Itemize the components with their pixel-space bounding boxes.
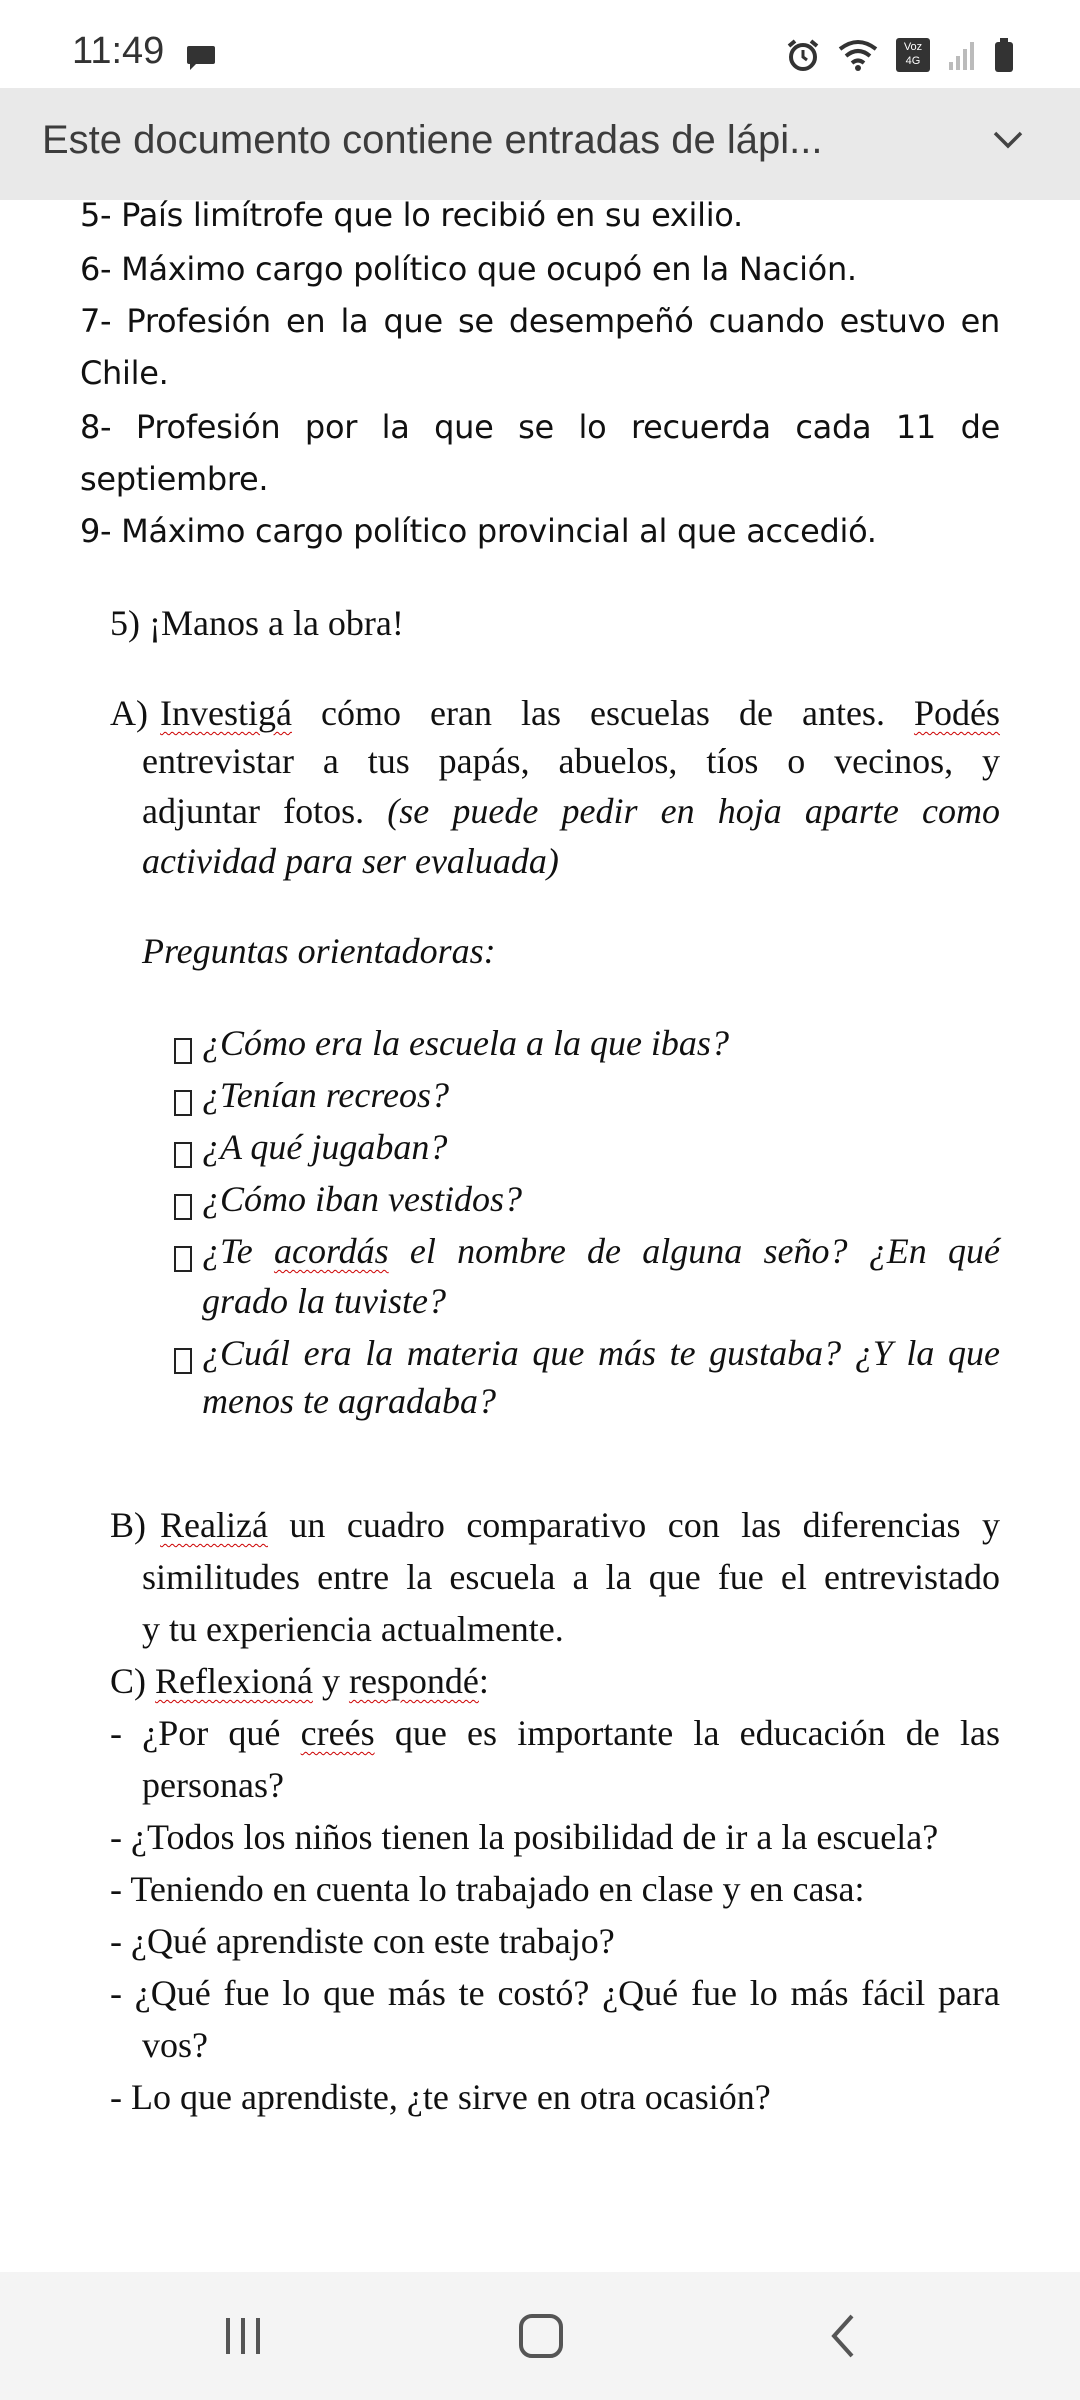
question-2: ¿Tenían recreos? <box>202 1075 449 1115</box>
spell-flag-word: respondé <box>348 1661 479 1701</box>
spell-flag-word: creés <box>300 1713 375 1753</box>
question-5-line2: grado la tuviste? <box>202 1281 446 1321</box>
list-item-6: 6- Máximo cargo político que ocupó en la Nación. <box>80 250 857 288</box>
dash-item-6: - Lo que aprendiste, ¿te sirve en otra ocasión? <box>110 2077 771 2117</box>
status-time: 11:49 <box>72 30 165 72</box>
document-page <box>0 196 1080 2272</box>
chevron-down-icon[interactable] <box>992 130 1024 150</box>
dash-item-5-line2: vos? <box>142 2025 208 2065</box>
list-item-7-line2: Chile. <box>80 354 169 392</box>
bullet-box <box>174 1090 192 1116</box>
question-1: ¿Cómo era la escuela a la que ibas? <box>202 1023 729 1063</box>
pencil-notice-banner[interactable] <box>0 88 1080 200</box>
item-a-line4: actividad para ser evaluada) <box>142 841 559 881</box>
list-item-7-line1: 7- Profesión en la que se desempeñó cuando estuvo en <box>80 302 1000 340</box>
list-item-9: 9- Máximo cargo político provincial al que accedió. <box>80 512 877 550</box>
item-a-line3-italic: (se puede pedir en hoja aparte como <box>387 791 1001 831</box>
network-badge <box>896 38 930 72</box>
questions-heading: Preguntas orientadoras: <box>142 931 496 971</box>
dash-item-1-pre: - ¿Por qué <box>110 1713 281 1753</box>
item-b-line1 <box>160 1504 1000 1546</box>
item-a-line3 <box>142 790 1000 832</box>
status-icons <box>786 38 1014 72</box>
dash-item-1-line1 <box>110 1712 1000 1754</box>
status-bar <box>0 0 1080 88</box>
bullet-box <box>174 1194 192 1220</box>
item-a-line1-text: cómo eran las escuelas de antes. <box>321 693 885 733</box>
item-b-prefix: B) <box>110 1505 146 1545</box>
message-icon <box>186 44 216 72</box>
list-item-8-line2: septiembre. <box>80 460 269 498</box>
spell-flag-word: Realizá <box>160 1505 268 1545</box>
item-a-line1 <box>160 692 1000 734</box>
question-6-line1: ¿Cuál era la materia que más te gustaba? ¿Y la que <box>202 1333 1000 1373</box>
home-icon[interactable] <box>518 2302 564 2362</box>
bullet-box <box>174 1038 192 1064</box>
dash-item-1-rest: que es importante la educación de las <box>394 1713 1000 1753</box>
navigation-bar <box>0 2272 1080 2400</box>
banner-text: Este documento contiene entradas de lápi... <box>42 118 823 162</box>
spell-flag-word: Podés <box>913 693 1000 733</box>
wifi-icon <box>838 39 878 71</box>
question-5-rest: el nombre de alguna seño? ¿En qué <box>409 1231 1001 1271</box>
spell-flag-word: acordás <box>273 1231 389 1271</box>
alarm-icon <box>786 38 820 72</box>
list-item-8-line1: 8- Profesión por la que se lo recuerda cada 11 de <box>80 408 1000 446</box>
spell-flag-word: Reflexioná <box>155 1661 313 1701</box>
question-4: ¿Cómo iban vestidos? <box>202 1179 522 1219</box>
item-a-line3-plain: adjuntar fotos. <box>142 791 365 831</box>
battery-icon <box>994 38 1014 72</box>
section-5-title: 5) ¡Manos a la obra! <box>110 603 404 643</box>
dash-item-5-line1: - ¿Qué fue lo que más te costó? ¿Qué fue lo más fácil para <box>110 1973 1000 2013</box>
dash-item-4: - ¿Qué aprendiste con este trabajo? <box>110 1921 615 1961</box>
bullet-box <box>174 1348 192 1374</box>
item-a-prefix: A) <box>110 693 148 733</box>
question-5-pre: ¿Te <box>202 1231 253 1271</box>
item-c-end: : <box>478 1661 489 1701</box>
question-3: ¿A qué jugaban? <box>202 1127 448 1167</box>
question-6-line2: menos te agradaba? <box>202 1381 496 1421</box>
recent-apps-icon[interactable] <box>222 2302 264 2362</box>
item-c-prefix: C) <box>110 1661 146 1701</box>
question-5-line1 <box>202 1230 1000 1272</box>
network-label: Voz 4G <box>903 41 923 67</box>
spell-flag-word: Investigá <box>160 693 292 733</box>
item-c-mid: y <box>321 1661 340 1701</box>
dash-item-3: - Teniendo en cuenta lo trabajado en clase y en casa: <box>110 1869 865 1909</box>
dash-item-1-line2: personas? <box>142 1765 284 1805</box>
bullet-box <box>174 1142 192 1168</box>
item-b-line3: y tu experiencia actualmente. <box>142 1609 564 1649</box>
bullet-box <box>174 1246 192 1272</box>
item-b-line1-text: un cuadro comparativo con las diferencias y <box>289 1505 1001 1545</box>
back-icon[interactable] <box>826 2302 860 2362</box>
dash-item-2: - ¿Todos los niños tienen la posibilidad de ir a la escuela? <box>110 1817 939 1857</box>
item-b-line2: similitudes entre la escuela a la que fue el entrevistado <box>142 1557 1000 1597</box>
item-c-line <box>110 1660 489 1702</box>
signal-icon <box>948 40 976 70</box>
item-a-line2: entrevistar a tus papás, abuelos, tíos o vecinos, y <box>142 741 1000 781</box>
list-item-5: 5- País limítrofe que lo recibió en su exilio. <box>80 196 743 234</box>
